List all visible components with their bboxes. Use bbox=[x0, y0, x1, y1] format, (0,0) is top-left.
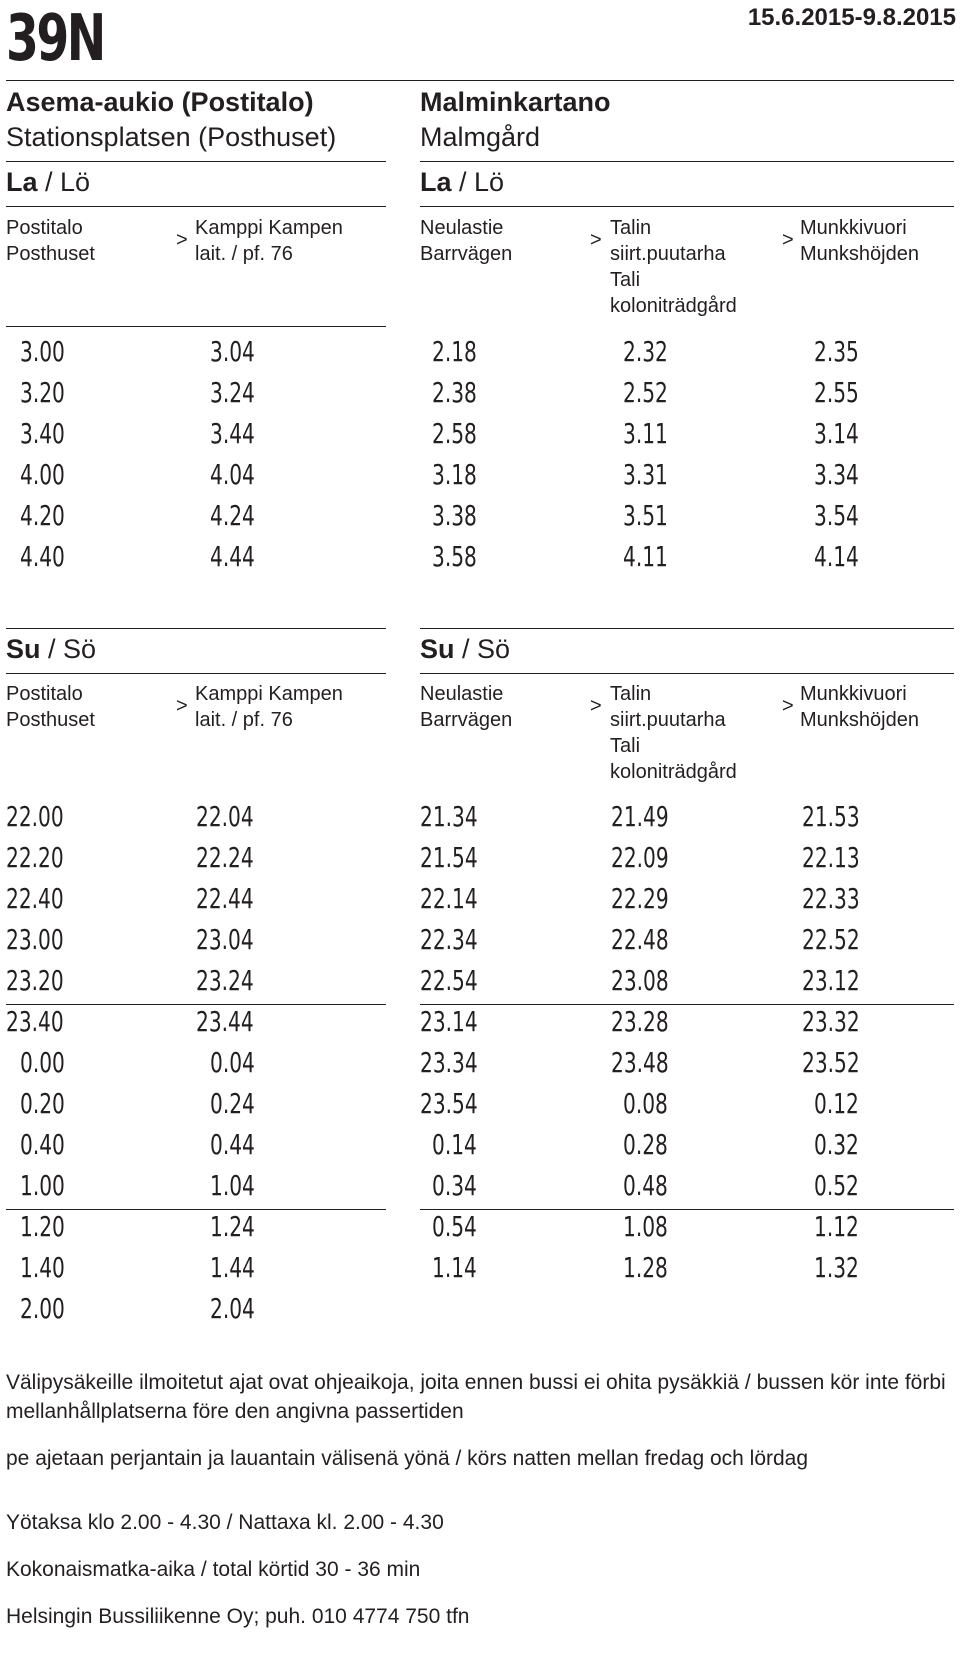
day-divider bbox=[6, 673, 386, 674]
departure-time: 0.32 bbox=[814, 1128, 859, 1161]
departure-time: 0.40 bbox=[20, 1128, 65, 1161]
stop-header: Talin siirt.puutarha Tali koloniträdgård bbox=[610, 683, 737, 783]
departure-time: 4.20 bbox=[20, 499, 65, 532]
departure-time: 23.00 bbox=[6, 923, 64, 956]
stop-header: Neulastie Barrvägen bbox=[420, 217, 513, 265]
day-divider bbox=[420, 673, 954, 674]
departure-time: 1.24 bbox=[210, 1210, 255, 1243]
day-divider bbox=[6, 206, 386, 207]
departure-time: 23.48 bbox=[611, 1046, 669, 1079]
departure-time: 4.40 bbox=[20, 540, 65, 573]
departure-time: 2.04 bbox=[210, 1292, 255, 1325]
departure-time: 22.40 bbox=[6, 882, 64, 915]
departure-time: 4.14 bbox=[814, 540, 859, 573]
departure-time: 3.38 bbox=[432, 499, 477, 532]
departure-time: 2.58 bbox=[432, 417, 477, 450]
departure-time: 4.00 bbox=[20, 458, 65, 491]
departure-time: 22.44 bbox=[196, 882, 254, 915]
departure-time: 23.24 bbox=[196, 964, 254, 997]
departure-time: 3.54 bbox=[814, 499, 859, 532]
arrow-icon: > bbox=[176, 229, 188, 251]
section-divider bbox=[6, 161, 386, 162]
departure-time: 1.04 bbox=[210, 1169, 255, 1202]
departure-time: 3.00 bbox=[20, 335, 65, 368]
stop-header: Neulastie Barrvägen bbox=[420, 683, 513, 731]
departure-time: 0.08 bbox=[623, 1087, 668, 1120]
departure-time: 23.28 bbox=[611, 1005, 669, 1038]
direction-1-from-sv: Stationsplatsen (Posthuset) bbox=[6, 122, 337, 152]
day-fi: La bbox=[420, 167, 452, 197]
departure-time: 1.12 bbox=[814, 1210, 859, 1243]
departure-time: 0.28 bbox=[623, 1128, 668, 1161]
departure-time: 4.11 bbox=[623, 540, 668, 573]
departure-time: 21.54 bbox=[420, 841, 478, 874]
row-group-divider bbox=[420, 1004, 954, 1005]
section-divider bbox=[420, 628, 954, 629]
departure-time: 22.52 bbox=[802, 923, 860, 956]
departure-time: 0.48 bbox=[623, 1169, 668, 1202]
day-header bbox=[6, 634, 96, 665]
stop-header: Munkkivuori Munkshöjden bbox=[800, 683, 919, 731]
section-divider bbox=[6, 628, 386, 629]
stop-header: Munkkivuori Munkshöjden bbox=[800, 217, 919, 265]
departure-time: 23.34 bbox=[420, 1046, 478, 1079]
footnote: Helsingin Bussiliikenne Oy; puh. 010 4774 750 tfn bbox=[6, 1605, 470, 1628]
departure-time: 22.33 bbox=[802, 882, 860, 915]
arrow-icon: > bbox=[782, 229, 794, 251]
departure-time: 3.14 bbox=[814, 417, 859, 450]
stop-header: Postitalo Posthuset bbox=[6, 683, 95, 731]
day-sv: Lö bbox=[474, 167, 505, 197]
row-group-divider bbox=[420, 1209, 954, 1210]
footnote: pe ajetaan perjantain ja lauantain välisenä yönä / körs natten mellan fredag och lördag bbox=[6, 1447, 809, 1470]
departure-time: 2.38 bbox=[432, 376, 477, 409]
departure-time: 22.34 bbox=[420, 923, 478, 956]
departure-time: 3.11 bbox=[623, 417, 668, 450]
departure-time: 0.44 bbox=[210, 1128, 255, 1161]
section-divider bbox=[420, 161, 954, 162]
footnote: Kokonaismatka-aika / total körtid 30 - 36 min bbox=[6, 1558, 421, 1581]
day-sv: Sö bbox=[477, 634, 511, 664]
departure-time: 22.13 bbox=[802, 841, 860, 874]
departure-time: 23.52 bbox=[802, 1046, 860, 1079]
day-header bbox=[6, 167, 90, 198]
footnote: Välipysäkeille ilmoitetut ajat ovat ohjeaikoja, joita ennen bussi ei ohita pysäkkiä / bussen kör inte förbi mellanhållplatserna före den angivna passertiden bbox=[6, 1371, 946, 1423]
departure-time: 3.04 bbox=[210, 335, 255, 368]
arrow-icon: > bbox=[590, 229, 602, 251]
departure-time: 3.18 bbox=[432, 458, 477, 491]
departure-time: 1.28 bbox=[623, 1251, 668, 1284]
departure-time: 3.20 bbox=[20, 376, 65, 409]
stop-header: Talin siirt.puutarha Tali koloniträdgård bbox=[610, 217, 737, 317]
departure-time: 22.00 bbox=[6, 800, 64, 833]
day-sv: Lö bbox=[60, 167, 91, 197]
footnote: Yötaksa klo 2.00 - 4.30 / Nattaxa kl. 2.00 - 4.30 bbox=[6, 1511, 444, 1534]
validity-dates: 15.6.2015-9.8.2015 bbox=[747, 4, 956, 31]
departure-time: 3.24 bbox=[210, 376, 255, 409]
departure-time: 22.29 bbox=[611, 882, 669, 915]
departure-time: 22.09 bbox=[611, 841, 669, 874]
day-header bbox=[420, 634, 510, 665]
departure-time: 1.32 bbox=[814, 1251, 859, 1284]
day-separator: / bbox=[454, 634, 478, 664]
stop-divider bbox=[6, 326, 386, 327]
departure-time: 4.04 bbox=[210, 458, 255, 491]
departure-time: 2.00 bbox=[20, 1292, 65, 1325]
departure-time: 23.04 bbox=[196, 923, 254, 956]
departure-time: 3.51 bbox=[623, 499, 668, 532]
arrow-icon: > bbox=[590, 695, 602, 717]
departure-time: 21.49 bbox=[611, 800, 669, 833]
departure-time: 0.20 bbox=[20, 1087, 65, 1120]
departure-time: 22.24 bbox=[196, 841, 254, 874]
departure-time: 1.20 bbox=[20, 1210, 65, 1243]
departure-time: 23.14 bbox=[420, 1005, 478, 1038]
direction-2-from-sv: Malmgård bbox=[420, 122, 541, 152]
departure-time: 3.40 bbox=[20, 417, 65, 450]
departure-time: 0.00 bbox=[20, 1046, 65, 1079]
day-separator: / bbox=[37, 167, 61, 197]
departure-time: 3.58 bbox=[432, 540, 477, 573]
departure-time: 1.14 bbox=[432, 1251, 477, 1284]
direction-1-from: Asema-aukio (Postitalo) bbox=[6, 87, 314, 117]
departure-time: 22.48 bbox=[611, 923, 669, 956]
departure-time: 23.12 bbox=[802, 964, 860, 997]
day-fi: Su bbox=[420, 634, 455, 664]
departure-time: 0.34 bbox=[432, 1169, 477, 1202]
day-header bbox=[420, 167, 504, 198]
arrow-icon: > bbox=[176, 695, 188, 717]
stop-header: Kamppi Kampen lait. / pf. 76 bbox=[195, 683, 343, 731]
departure-time: 0.04 bbox=[210, 1046, 255, 1079]
departure-time: 22.20 bbox=[6, 841, 64, 874]
departure-time: 2.52 bbox=[623, 376, 668, 409]
stop-header: Postitalo Posthuset bbox=[6, 217, 95, 265]
stop-header: Kamppi Kampen lait. / pf. 76 bbox=[195, 217, 343, 265]
departure-time: 23.08 bbox=[611, 964, 669, 997]
departure-time: 2.32 bbox=[623, 335, 668, 368]
departure-time: 1.44 bbox=[210, 1251, 255, 1284]
departure-time: 4.24 bbox=[210, 499, 255, 532]
departure-time: 3.31 bbox=[623, 458, 668, 491]
departure-time: 23.54 bbox=[420, 1087, 478, 1120]
departure-time: 23.32 bbox=[802, 1005, 860, 1038]
departure-time: 0.54 bbox=[432, 1210, 477, 1243]
day-fi: La bbox=[6, 167, 38, 197]
departure-time: 23.20 bbox=[6, 964, 64, 997]
day-separator: / bbox=[451, 167, 475, 197]
departure-time: 1.00 bbox=[20, 1169, 65, 1202]
departure-time: 22.54 bbox=[420, 964, 478, 997]
departure-time: 0.14 bbox=[432, 1128, 477, 1161]
departure-time: 22.04 bbox=[196, 800, 254, 833]
header-divider bbox=[6, 80, 954, 81]
departure-time: 3.34 bbox=[814, 458, 859, 491]
departure-time: 0.52 bbox=[814, 1169, 859, 1202]
departure-time: 21.53 bbox=[802, 800, 860, 833]
departure-time: 2.18 bbox=[432, 335, 477, 368]
departure-time: 21.34 bbox=[420, 800, 478, 833]
day-fi: Su bbox=[6, 634, 41, 664]
departure-time: 4.44 bbox=[210, 540, 255, 573]
departure-time: 22.14 bbox=[420, 882, 478, 915]
day-sv: Sö bbox=[63, 634, 97, 664]
departure-time: 0.12 bbox=[814, 1087, 859, 1120]
departure-time: 3.44 bbox=[210, 417, 255, 450]
day-divider bbox=[420, 206, 954, 207]
departure-time: 23.40 bbox=[6, 1005, 64, 1038]
direction-2-from: Malminkartano bbox=[420, 87, 611, 117]
departure-time: 2.55 bbox=[814, 376, 859, 409]
departure-time: 2.35 bbox=[814, 335, 859, 368]
departure-time: 23.44 bbox=[196, 1005, 254, 1038]
departure-time: 1.08 bbox=[623, 1210, 668, 1243]
route-number: 39N bbox=[6, 2, 104, 76]
arrow-icon: > bbox=[782, 695, 794, 717]
departure-time: 0.24 bbox=[210, 1087, 255, 1120]
departure-time: 1.40 bbox=[20, 1251, 65, 1284]
day-separator: / bbox=[40, 634, 64, 664]
